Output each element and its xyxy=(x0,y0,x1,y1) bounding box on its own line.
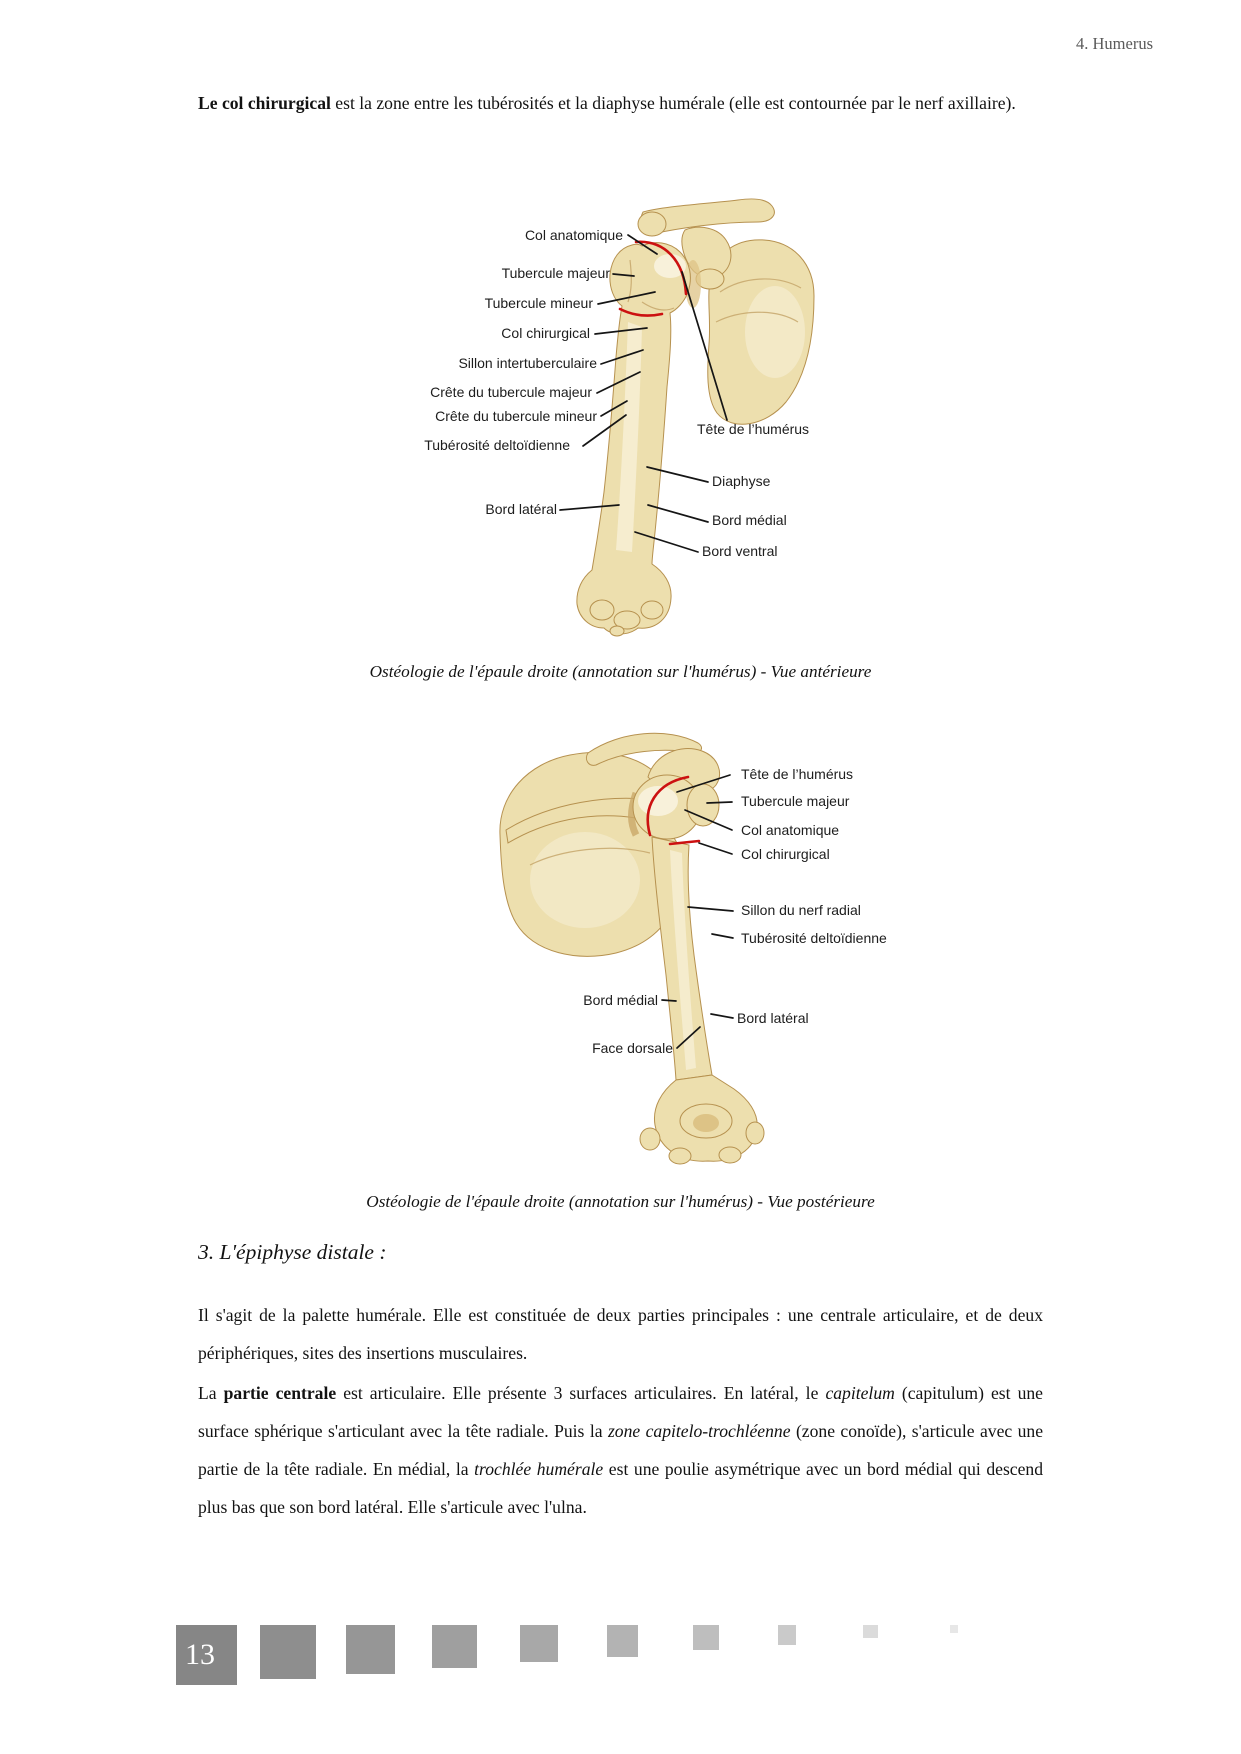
footer-gradient-block xyxy=(950,1625,958,1633)
fig2-label-bord-medial: Bord médial xyxy=(583,992,658,1008)
footer-gradient-block xyxy=(778,1625,796,1645)
footer-gradient-block xyxy=(520,1625,558,1662)
fig1-label-tuberosite-deltoidienne: Tubérosité deltoïdienne xyxy=(424,437,570,453)
fig1-label-tete-humerus: Tête de l’humérus xyxy=(697,421,810,437)
page-number: 13 xyxy=(185,1638,215,1671)
page-header: 4. Humerus xyxy=(1076,34,1153,53)
fig2-label-face-dorsale: Face dorsale xyxy=(592,1040,673,1056)
footer-page-number-block xyxy=(176,1625,237,1685)
fig1-label-diaphyse: Diaphyse xyxy=(712,473,771,489)
fig2-label-tubercule-majeur: Tubercule majeur xyxy=(741,793,850,809)
footer-gradient-block xyxy=(693,1625,719,1650)
footer-gradient-block xyxy=(432,1625,477,1668)
figure-posterior-view xyxy=(440,715,910,1185)
fig2-label-tuberosite-deltoidienne: Tubérosité deltoïdienne xyxy=(741,930,887,946)
fig1-label-bord-lateral: Bord latéral xyxy=(485,501,557,517)
footer-gradient-block xyxy=(346,1625,395,1674)
fig1-label-sillon-intertuberculaire: Sillon intertuberculaire xyxy=(458,355,597,371)
body-paragraph-2: La partie centrale est articulaire. Elle présente 3 surfaces articulaires. En latéral, le capitelum (capitulum) est une surface sphérique s'articulant avec la tête radiale. Puis la zone capitelo-trochléenne (zone conoïde), s'articule avec une partie de la tête radiale. En médial, la trochlée humérale est une poulie asymétrique avec un bord médial qui descend plus bas que son bord latéral. Elle s'articule avec l'ulna. xyxy=(198,1383,1044,1517)
footer-gradient-block xyxy=(607,1625,638,1657)
fig1-label-tubercule-mineur: Tubercule mineur xyxy=(484,295,593,311)
fig2-label-tete-humerus: Tête de l’humérus xyxy=(741,766,854,782)
footer-gradient-block xyxy=(260,1625,316,1679)
fig1-label-bord-ventral: Bord ventral xyxy=(702,543,778,559)
fig2-label-col-chirurgical: Col chirurgical xyxy=(741,846,830,862)
fig1-label-tubercule-majeur: Tubercule majeur xyxy=(501,265,610,281)
fig2-label-col-anatomique: Col anatomique xyxy=(741,822,840,838)
figure1-caption: Ostéologie de l'épaule droite (annotation sur l'humérus) - Vue antérieure xyxy=(369,662,872,681)
footer-gradient-block xyxy=(863,1625,878,1638)
intro-paragraph: Le col chirurgical est la zone entre les tubérosités et la diaphyse humérale (elle est contournée par le nerf axillaire). xyxy=(198,93,1016,113)
figure2-caption: Ostéologie de l'épaule droite (annotation sur l'humérus) - Vue postérieure xyxy=(366,1192,875,1211)
fig1-label-col-chirurgical: Col chirurgical xyxy=(501,325,590,341)
fig2-label-sillon-nerf-radial: Sillon du nerf radial xyxy=(741,902,861,918)
fig1-label-col-anatomique: Col anatomique xyxy=(524,227,623,243)
body-paragraph-1: Il s'agit de la palette humérale. Elle est constituée de deux parties principales : une centrale articulaire, et de deux périphériques, sites des insertions musculaires. xyxy=(198,1305,1043,1363)
fig1-label-crete-tubercule-majeur: Crête du tubercule majeur xyxy=(430,384,592,400)
fig2-label-bord-lateral: Bord latéral xyxy=(737,1010,809,1026)
figure-anterior-view xyxy=(380,182,830,644)
fig1-label-bord-medial: Bord médial xyxy=(712,512,787,528)
fig1-label-crete-tubercule-mineur: Crête du tubercule mineur xyxy=(435,408,597,424)
section-heading: 3. L'épiphyse distale : xyxy=(198,1240,387,1264)
